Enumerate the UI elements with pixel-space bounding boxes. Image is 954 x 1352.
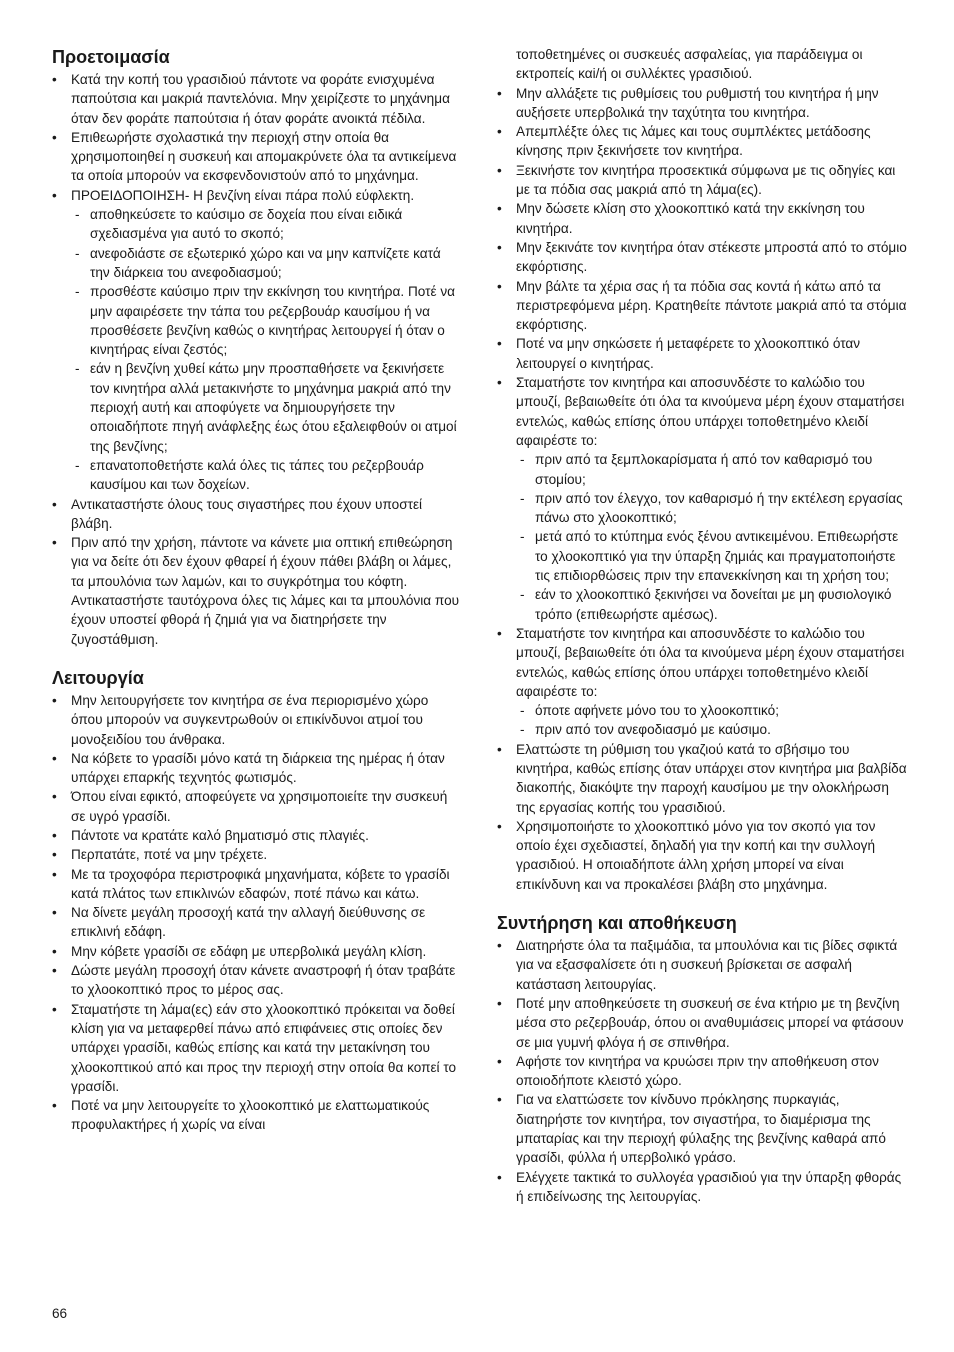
list-item: • Σταματήστε τον κινητήρα και αποσυνδέστε το καλώδιο του μπουζί, βεβαιωθείτε ότι όλα τα κινούμενα μέρη έχουν σταματήσει εντελώς, καθώς επίσης όπου υπάρχει τοποθετημένο κλειδί αφαιρέστε το: - όποτε αφήνετε μόνο του το χλοοκοπτικό; - πριν από τον ανεφοδιασμό με καύσιμο. [497, 624, 909, 740]
sub-list-item: - εάν το χλοοκοπτικό ξεκινήσει να δονείται με μη φυσιολογικό τρόπο (επιθεωρήστε αμέσως). [516, 585, 909, 624]
right-column [497, 0, 909, 1206]
list-item: • Μην αλλάξετε τις ρυθμίσεις του ρυθμιστή του κινητήρα ή μην αυξήσετε υπερβολικά την ταχύτητα του κινητήρα. [497, 84, 909, 123]
sub-list [516, 701, 909, 740]
list-item: • Ξεκινήστε τον κινητήρα προσεκτικά σύμφωνα με τις οδηγίες και με τα πόδια σας μακριά από τη λάμα(ες). [497, 161, 909, 200]
list-item: • Μην κόβετε γρασίδι σε εδάφη με υπερβολικά μεγάλη κλίση. [52, 942, 462, 961]
list-item: • ΠΡΟΕΙΔΟΠΟΙΗΣΗ- Η βενζίνη είναι πάρα πολύ εύφλεκτη. - αποθηκεύσετε το καύσιμο σε δοχεία που είναι ειδικά σχεδιασμένα για αυτό το σκοπό; - ανεφοδιάστε σε εξωτερικό χώρο και να μην καπνίζετε κατά την διάρκεια του ανεφοδιασμού; - προσθέστε καύσιμο πριν την εκκίνηση του κινητήρα. Ποτέ να μην αφαιρέσετε την τάπα του ρεζερβουάρ καυσίμου ή να προσθέσετε βενζίνη καθώς ο κινητήρας λειτουργεί ή όταν ο κινητήρας είναι ζεστός; - εάν η βενζίνη χυθεί κάτω μην προσπαθήσετε να ξεκινήσετε τον κινητήρα αλλά μετακινήστε το μηχάνημα μακριά από την περιοχή αυτή και αποφύγετε να δημιουργήσετε την οποιαδήποτε πηγή ανάφλεξης έως ότου εξαλειφθούν οι ατμοί της βενζίνης; - επανατοποθετήστε καλά όλες τις τάπες του ρεζερβουάρ καυσίμου και των δοχείων. [52, 186, 462, 495]
list-item: • Ποτέ να μην σηκώσετε ή μεταφέρετε το χλοοκοπτικό όταν λειτουργεί ο κινητήρας. [497, 334, 909, 373]
list-item: • Μην λειτουργήσετε τον κινητήρα σε ένα περιορισμένο χώρο όπου μπορούν να συγκεντρωθούν οι επικίνδυνοι ατμοί του μονοξειδίου του άνθρακα. [52, 691, 462, 749]
preparation-list [52, 70, 462, 649]
sub-list-item: - πριν από τα ξεμπλοκαρίσματα ή από τον καθαρισμό του στομίου; [516, 450, 909, 489]
left-column [52, 0, 462, 1135]
operation-list [52, 691, 462, 1135]
list-item: • Ποτέ μην αποθηκεύσετε τη συσκευή σε ένα κτήριο με τη βενζίνη μέσα στο ρεζερβουάρ, όπου οι αναθυμιάσεις μπορεί να φτάσουν σε μια γυμνή φλόγα ή σε σπινθήρα. [497, 994, 909, 1052]
sub-list-item: - επανατοποθετήστε καλά όλες τις τάπες του ρεζερβουάρ καυσίμου και των δοχείων. [71, 456, 462, 495]
heading-maintenance: Συντήρηση και αποθήκευση [497, 913, 737, 934]
list-item: • Ελαττώστε τη ρύθμιση του γκαζιού κατά το σβήσιμο του κινητήρα, καθώς επίσης όταν υπάρχει στον κινητήρα μια βαλβίδα διακοπής, διακόψτε την παροχή καυσίμου με την ολοκλήρωση της εργασίας κοπής του γρασιδιού. [497, 740, 909, 817]
operation-list-continued [497, 84, 909, 894]
list-item: • Αντικαταστήστε όλους τους σιγαστήρες που έχουν υποστεί βλάβη. [52, 495, 462, 534]
continued-text: τοποθετημένες οι συσκευές ασφαλείας, για παράδειγμα οι εκτροπείς καi/ή οι συλλέκτες γρασιδιού. [516, 47, 863, 82]
list-item: • Σταματήστε τον κινητήρα και αποσυνδέστε το καλώδιο του μπουζί, βεβαιωθείτε ότι όλα τα κινούμενα μέρη έχουν σταματήσει εντελώς, καθώς επίσης όπου υπάρχει τοποθετημένο κλειδί αφαιρέστε το: - πριν από τα ξεμπλοκαρίσματα ή από τον καθαρισμό του στομίου; - πριν από τον έλεγχο, τον καθαρισμό ή την εκτέλεση εργασίας πάνω στο χλοοκοπτικό; - μετά από το κτύπημα ενός ξένου αντικειμένου. Επιθεωρήστε το χλοοκοπτικό για την ύπαρξη ζημιάς και πραγματοποιήστε τις επιδιορθώσεις πριν την επανεκκίνηση και τη χρήση του; - εάν το χλοοκοπτικό ξεκινήσει να δονείται με μη φυσιολογικό τρόπο (επιθεωρήστε αμέσως). [497, 373, 909, 624]
heading-preparation: Προετοιμασία [52, 47, 170, 67]
list-item: • Μην δώσετε κλίση στο χλοοκοπτικό κατά την εκκίνηση του κινητήρα. [497, 199, 909, 238]
list-item: • Ποτέ να μην λειτουργείτε το χλοοκοπτικό με ελαττωματικούς προφυλακτήρες ή χωρίς να είναι [52, 1096, 462, 1135]
list-item: • Μην ξεκινάτε τον κινητήρα όταν στέκεστε μπροστά από το στόμιο εκφόρτισης. [497, 238, 909, 277]
list-item: • Ελέγχετε τακτικά το συλλογέα γρασιδιού για την ύπαρξη φθοράς ή επιδείνωσης της λειτουργίας. [497, 1168, 909, 1207]
list-item: • Μην βάλτε τα χέρια σας ή τα πόδια σας κοντά ή κάτω από τα περιστρεφόμενα μέρη. Κρατηθείτε πάντοτε μακριά από τα στόμια εκφόρτισης. [497, 277, 909, 335]
list-item: • Επιθεωρήστε σχολαστικά την περιοχή στην οποία θα χρησιμοποιηθεί η συσκευή και απομακρύνετε όλα τα αντικείμενα τα οποία μπορούν να εκσφενδονιστούν από το μηχάνημα. [52, 128, 462, 186]
list-item: • Πάντοτε να κρατάτε καλό βηματισμό στις πλαγιές. [52, 826, 462, 845]
sub-list-item: - εάν η βενζίνη χυθεί κάτω μην προσπαθήσετε να ξεκινήσετε τον κινητήρα αλλά μετακινήστε το μηχάνημα μακριά από την περιοχή αυτή και αποφύγετε να δημιουργήσετε την οποιαδήποτε πηγή ανάφλεξης έως ότου εξαλειφθούν οι ατμοί της βενζίνης; [71, 359, 462, 455]
list-item: • Όπου είναι εφικτό, αποφεύγετε να χρησιμοποιείτε την συσκευή σε υγρό γρασίδι. [52, 787, 462, 826]
sub-list-item: - πριν από τον έλεγχο, τον καθαρισμό ή την εκτέλεση εργασίας πάνω στο χλοοκοπτικό; [516, 489, 909, 528]
list-item: • Να κόβετε το γρασίδι μόνο κατά τη διάρκεια της ημέρας ή όταν υπάρχει επαρκής τεχνητός φωτισμός. [52, 749, 462, 788]
list-item: • Περπατάτε, ποτέ να μην τρέχετε. [52, 845, 462, 864]
list-item: • Διατηρήστε όλα τα παξιμάδια, τα μπουλόνια και τις βίδες σφικτά για να εξασφαλίσετε ότι η συσκευή βρίσκεται σε ασφαλή κατάσταση λειτουργίας. [497, 936, 909, 994]
list-item: • Με τα τροχοφόρα περιστροφικά μηχανήματα, κόβετε το γρασίδι κατά πλάτος των επικλινών εδαφών, ποτέ πάνω και κάτω. [52, 865, 462, 904]
sub-list-item: - μετά από το κτύπημα ενός ξένου αντικειμένου. Επιθεωρήστε το χλοοκοπτικό για την ύπαρξη ζημιάς και πραγματοποιήστε τις επιδιορθώσεις πριν την επανεκκίνηση και τη χρήση του; [516, 527, 909, 585]
list-item: • Σταματήστε τη λάμα(ες) εάν στο χλοοκοπτικό πρόκειται να δοθεί κλίση για να μεταφερθεί πάνω από επιφάνειες στις οποίες δεν υπάρχει γρασίδι, καθώς επίσης και κατά την μετακίνηση του χλοοκοπτικού από και προς την περιοχή στην οποία θα κοπεί το γρασίδι. [52, 1000, 462, 1096]
list-item: • Για να ελαττώσετε τον κίνδυνο πρόκλησης πυρκαγιάς, διατηρήστε τον κινητήρα, τον σιγαστήρα, το διαμέρισμα της μπαταρίας και την περιοχή φύλαξης της βενζίνης καθαρά από γρασίδι, φύλλα ή υπερβολικό γράσο. [497, 1090, 909, 1167]
page-number: 66 [52, 1306, 68, 1321]
list-item: • Πριν από την χρήση, πάντοτε να κάνετε μια οπτική επιθεώρηση για να δείτε ότι δεν έχουν φθαρεί ή έχουν πάθει βλάβη οι λάμες, τα μπουλόνια των λαμών, και το συγκρότημα του κόφτη. Αντικαταστήστε ταυτόχρονα όλες τις λάμες και τα μπουλόνια που έχουν υποστεί φθορά ή ζημιά για να διατηρήσετε την ζυγοστάθμιση. [52, 533, 462, 649]
list-item: • Αφήστε τον κινητήρα να κρυώσει πριν την αποθήκευση στον οποιοδήποτε κλειστό χώρο. [497, 1052, 909, 1091]
list-item: • Να δίνετε μεγάλη προσοχή κατά την αλλαγή διεύθυνσης σε επικλινή εδάφη. [52, 903, 462, 942]
maintenance-list [497, 936, 909, 1206]
sub-list [71, 205, 462, 494]
heading-operation: Λειτουργία [52, 667, 144, 688]
sub-list-item: - αποθηκεύσετε το καύσιμο σε δοχεία που είναι ειδικά σχεδιασμένα για αυτό το σκοπό; [71, 205, 462, 244]
list-item: • Απεμπλέξτε όλες τις λάμες και τους συμπλέκτες μετάδοσης κίνησης πριν ξεκινήσετε τον κινητήρα. [497, 122, 909, 161]
sub-list-item: - όποτε αφήνετε μόνο του το χλοοκοπτικό; [516, 701, 909, 720]
list-item: • Δώστε μεγάλη προσοχή όταν κάνετε αναστροφή ή όταν τραβάτε το χλοοκοπτικό προς το μέρος σας. [52, 961, 462, 1000]
sub-list-item: - προσθέστε καύσιμο πριν την εκκίνηση του κινητήρα. Ποτέ να μην αφαιρέσετε την τάπα του ρεζερβουάρ καυσίμου ή να προσθέσετε βενζίνη καθώς ο κινητήρας λειτουργεί ή όταν ο κινητήρας είναι ζεστός; [71, 282, 462, 359]
sub-list [516, 450, 909, 624]
sub-list-item: - ανεφοδιάστε σε εξωτερικό χώρο και να μην καπνίζετε κατά την διάρκεια του ανεφοδιασμού; [71, 244, 462, 283]
sub-list-item: - πριν από τον ανεφοδιασμό με καύσιμο. [516, 720, 909, 739]
list-item: • Χρησιμοποιήστε το χλοοκοπτικό μόνο για τον σκοπό για τον οποίο έχει σχεδιαστεί, δηλαδή για την κοπή και την συλλογή γρασιδιού. Η οποιαδήποτε άλλη χρήση μπορεί να είναι επικίνδυνη και να προκαλέσει βλάβη στο μηχάνημα. [497, 817, 909, 894]
list-item: • Κατά την κοπή του γρασιδιού πάντοτε να φοράτε ενισχυμένα παπούτσια και μακριά παντελόνια. Μην χειρίζεστε το μηχάνημα όταν δεν φοράτε παπούτσια ή όταν φοράτε ανοικτά πέδιλα. [52, 70, 462, 128]
